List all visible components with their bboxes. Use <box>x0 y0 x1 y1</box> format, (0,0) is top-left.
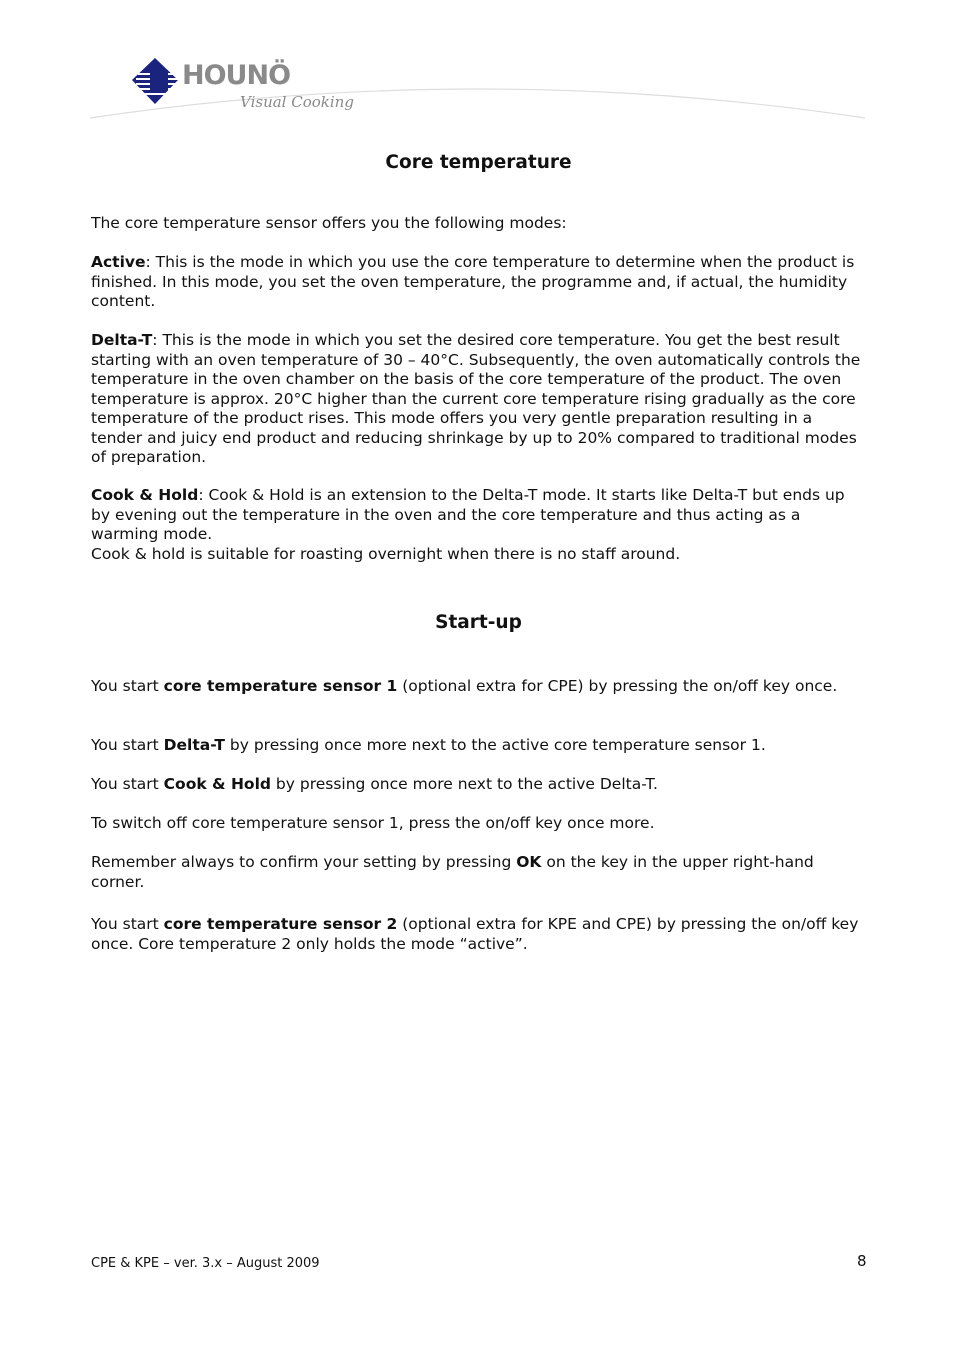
startup-sensor1-bold: core temperature sensor 1 <box>163 677 398 695</box>
startup-delta <box>91 736 866 756</box>
startup-switch-off: To switch off core temperature sensor 1, press the on/off key once more. <box>91 814 655 832</box>
mode-cook-hold-text: : Cook & Hold is an extension to the Delta-T mode. It starts like Delta-T but ends up by evening out the temperature in the oven and the core temperature and thus acting as a warming mode. <box>91 486 845 543</box>
section-title-core-temperature: Core temperature <box>385 152 572 173</box>
core-intro: The core temperature sensor offers you the following modes: <box>91 214 567 232</box>
startup-sensor1-pre: You start <box>91 677 164 695</box>
mode-active-text: : This is the mode in which you use the core temperature to determine when the product is finished. In this mode, you set the oven temperature, the programme and, if actual, the humidity content. <box>91 253 855 310</box>
page-number: 8 <box>857 1252 867 1270</box>
startup-delta-post: by pressing once more next to the active core temperature sensor 1. <box>224 736 766 754</box>
footer-version: CPE & KPE – ver. 3.x – August 2009 <box>91 1256 320 1271</box>
startup-sensor2-bold: core temperature sensor 2 <box>163 915 398 933</box>
startup-cook-hold-pre: You start <box>91 775 164 793</box>
startup-confirm <box>91 853 866 892</box>
startup-confirm-bold: OK <box>516 853 542 871</box>
cook-hold-extra: Cook & hold is suitable for roasting overnight when there is no staff around. <box>91 545 681 563</box>
page-header <box>0 0 954 140</box>
houno-logo-icon <box>0 0 954 140</box>
mode-cook-hold-paragraph <box>91 486 866 545</box>
logo-wordmark: HOUNÖ <box>182 60 291 91</box>
logo-tagline: Visual Cooking <box>240 93 354 111</box>
mode-delta-term: Delta-T <box>91 331 153 349</box>
startup-sensor2-pre: You start <box>91 915 164 933</box>
startup-cook-hold <box>91 775 866 795</box>
mode-active-term: Active <box>91 253 146 271</box>
startup-confirm-post: on the key in the upper right-hand corner. <box>91 853 814 891</box>
startup-delta-bold: Delta-T <box>163 736 225 754</box>
mode-cook-hold-term: Cook & Hold <box>91 486 199 504</box>
mode-delta-paragraph <box>91 331 866 468</box>
startup-delta-pre: You start <box>91 736 164 754</box>
startup-sensor2 <box>91 915 866 954</box>
mode-active-paragraph <box>91 253 866 312</box>
startup-sensor1-post: (optional extra for CPE) by pressing the on/off key once. <box>397 677 838 695</box>
startup-cook-hold-post: by pressing once more next to the active Delta-T. <box>271 775 658 793</box>
section-title-start-up: Start-up <box>435 612 522 633</box>
startup-cook-hold-bold: Cook & Hold <box>163 775 271 793</box>
startup-sensor2-post: (optional extra for KPE and CPE) by pressing the on/off key once. Core temperature 2 only holds the mode “active”. <box>91 915 859 953</box>
startup-sensor1 <box>91 677 866 697</box>
startup-confirm-pre: Remember always to confirm your setting by pressing <box>91 853 517 871</box>
mode-delta-text: : This is the mode in which you set the desired core temperature. You get the best result starting with an oven temperature of 30 – 40°C. Subsequently, the oven automatically controls the temperature in the oven chamber on the basis of the core temperature of the product. The oven temperature is approx. 20°C higher than the current core temperature rising gradually as the core temperature of the product rises. This mode offers you very gentle preparation resulting in a tender and juicy end product and reducing shrinkage by up to 20% compared to traditional modes of preparation. <box>91 331 861 466</box>
